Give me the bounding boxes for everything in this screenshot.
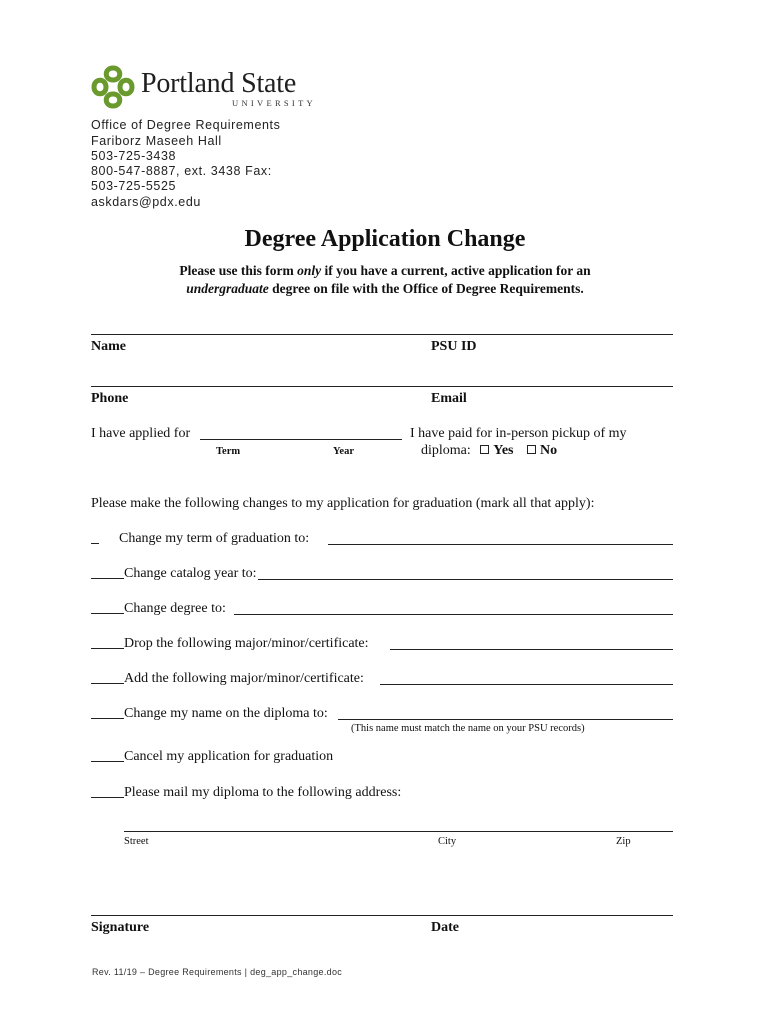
cancel-application-checkbox[interactable] xyxy=(91,750,124,762)
email-label: Email xyxy=(431,391,467,406)
contact-fax: 503-725-5525 xyxy=(91,179,177,193)
intro-line-1 xyxy=(0,263,770,279)
psu-id-label: PSU ID xyxy=(431,339,477,354)
option-label: Change catalog year to: xyxy=(124,566,257,581)
logo-name: Portland State xyxy=(141,68,297,99)
intro-line-2 xyxy=(0,281,770,297)
option-label: Add the following major/minor/certificate: xyxy=(124,671,364,686)
term-label: Term xyxy=(216,446,241,457)
add-major-field[interactable] xyxy=(380,684,673,685)
option-label: Change degree to: xyxy=(124,601,226,616)
applied-for-field[interactable] xyxy=(200,439,402,440)
address-field[interactable] xyxy=(124,831,673,832)
change-catalog-option xyxy=(91,566,257,582)
option-label: Change my term of graduation to: xyxy=(119,531,310,546)
drop-major-option xyxy=(91,636,369,652)
change-name-field[interactable] xyxy=(338,719,673,720)
cancel-application-option xyxy=(91,749,333,765)
drop-major-checkbox[interactable] xyxy=(91,637,124,649)
divider xyxy=(91,386,673,387)
psu-logo-icon xyxy=(90,64,136,110)
contact-phone: 503-725-3438 xyxy=(91,149,177,163)
change-name-checkbox[interactable] xyxy=(91,707,124,719)
zip-label: Zip xyxy=(616,836,631,847)
name-note: (This name must match the name on your PSU records) xyxy=(351,723,585,734)
contact-email: askdars@pdx.edu xyxy=(91,195,201,209)
divider xyxy=(91,334,673,335)
no-label: No xyxy=(540,443,558,458)
option-label: Cancel my application for graduation xyxy=(124,749,334,764)
change-degree-option xyxy=(91,601,226,617)
intro-text: Please use this form xyxy=(179,263,298,278)
signature-label: Signature xyxy=(91,920,150,935)
change-term-option xyxy=(91,531,309,547)
contact-office: Office of Degree Requirements xyxy=(91,118,281,132)
intro-emphasis: only xyxy=(297,263,322,278)
contact-phone-fax: 800-547-8887, ext. 3438 Fax: xyxy=(91,164,272,178)
mail-diploma-option xyxy=(91,785,401,801)
psu-id-field[interactable] xyxy=(431,356,673,384)
intro-emphasis: undergraduate xyxy=(186,281,269,296)
add-major-option xyxy=(91,671,364,687)
page-title: Degree Application Change xyxy=(244,226,526,252)
year-label: Year xyxy=(333,446,354,457)
option-label: Change my name on the diploma to: xyxy=(124,706,328,721)
option-label: Please mail my diploma to the following address: xyxy=(124,785,402,800)
logo-subtitle: UNIVERSITY xyxy=(232,98,316,108)
name-label: Name xyxy=(91,339,126,354)
diploma-label: diploma: xyxy=(421,443,471,458)
phone-label: Phone xyxy=(91,391,129,406)
intro-text: if you have a current, active application for an xyxy=(321,263,591,278)
add-major-checkbox[interactable] xyxy=(91,672,124,684)
change-name-option xyxy=(91,706,328,722)
change-term-checkbox[interactable] xyxy=(91,532,99,544)
change-catalog-checkbox[interactable] xyxy=(91,567,124,579)
diploma-choice xyxy=(421,443,557,459)
change-catalog-field[interactable] xyxy=(258,579,673,580)
no-checkbox[interactable] xyxy=(527,445,536,454)
contact-building: Fariborz Maseeh Hall xyxy=(91,134,222,148)
applied-for-label: I have applied for xyxy=(91,426,191,441)
option-label: Drop the following major/minor/certificate: xyxy=(124,636,369,651)
change-degree-field[interactable] xyxy=(234,614,673,615)
signature-field[interactable] xyxy=(91,915,673,916)
changes-heading: Please make the following changes to my application for graduation (mark all that apply): xyxy=(91,496,595,511)
date-label: Date xyxy=(431,920,459,935)
yes-label: Yes xyxy=(493,443,514,458)
drop-major-field[interactable] xyxy=(390,649,673,650)
mail-diploma-checkbox[interactable] xyxy=(91,786,124,798)
intro-text: degree on file with the Office of Degree Requirements. xyxy=(268,281,584,296)
footer-revision: Rev. 11/19 – Degree Requirements | deg_app_change.doc xyxy=(92,967,343,977)
street-label: Street xyxy=(124,836,149,847)
city-label: City xyxy=(438,836,457,847)
name-field[interactable] xyxy=(91,356,421,384)
change-term-field[interactable] xyxy=(328,544,673,545)
change-degree-checkbox[interactable] xyxy=(91,602,124,614)
yes-checkbox[interactable] xyxy=(480,445,489,454)
paid-pickup-label: I have paid for in-person pickup of my xyxy=(410,426,627,441)
